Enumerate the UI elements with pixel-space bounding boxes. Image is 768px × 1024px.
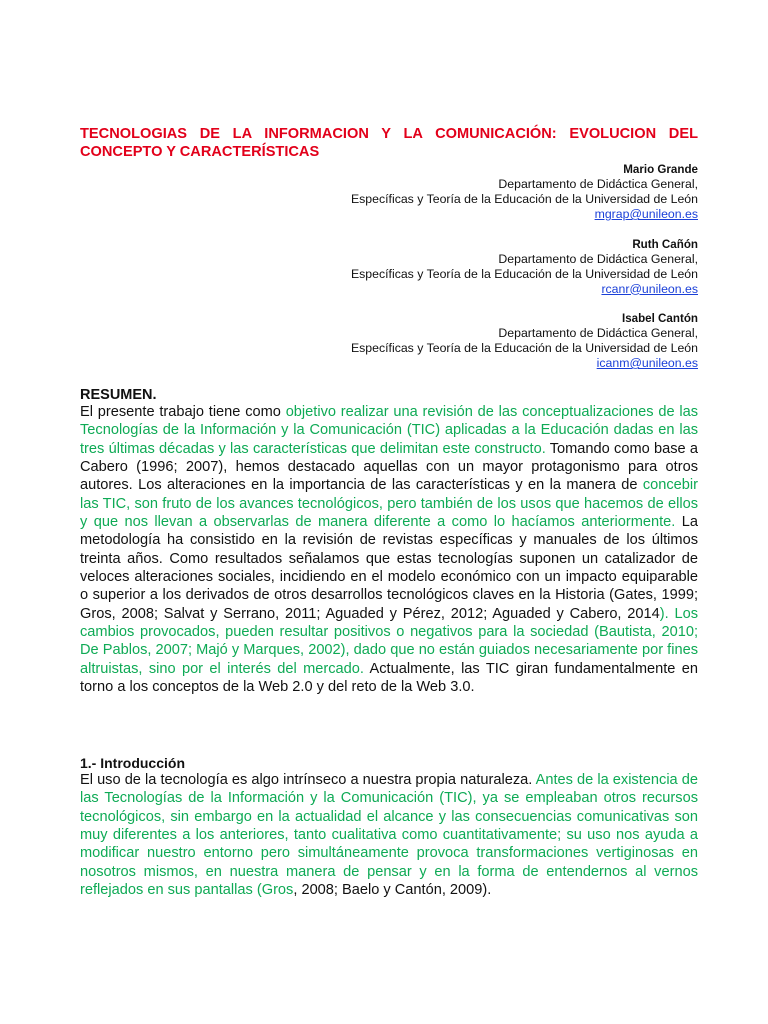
resumen-highlight: ). Los cambios provocados, pueden resultar positivos o negativos para la sociedad (Bautista, 2010; De Pablos, 2007; Majó y Marques, 2002), dado que no están guiados necesariamente por fines altruistas, sino por el interés del mercado. bbox=[80, 605, 699, 677]
author-email-link[interactable]: icanm@unileon.es bbox=[596, 356, 698, 370]
author-entry bbox=[351, 311, 698, 371]
intro-highlight: Antes de la existencia de las Tecnologías de la Información y la Comunicación (TIC), ya se empleaban otros recursos tecnológicos, sin embargo en la actualidad el alcance y las consecuencias comunicativas son muy diferentes a los anteriores, tanto cualitativa como cuantitativamente; su uso nos ayuda a modificar nuestro entorno pero simultáneamente provoca transformaciones vertiginosas en nosotros mismos, en nuestra manera de pensar y en la forma de entendernos al vernos reflejados en sus pantallas (Gros bbox=[80, 772, 698, 899]
author-email-link[interactable]: mgrap@unileon.es bbox=[594, 207, 698, 221]
resumen-text: El presente trabajo tiene como bbox=[80, 404, 286, 420]
author-name: Mario Grande bbox=[623, 163, 698, 176]
author-department: Específicas y Teoría de la Educación de la Universidad de León bbox=[350, 341, 698, 355]
author-name: Ruth Cañón bbox=[632, 237, 698, 251]
resumen-text: Tomando como base a Cabero (1996; 2007), hemos destacado aquellas con un mayor protagonismo para otros autores. Los alteraciones en la importancia de las características y en la manera de bbox=[80, 440, 698, 494]
author-department: Departamento de Didáctica General, bbox=[498, 251, 698, 266]
resumen-highlight: concebir las TIC, son fruto de los avances tecnológicos, pero también de los usos que hacemos de ellos y que nos llevan a observarlas de manera diferente a como lo hacíamos anteriormente. bbox=[80, 477, 698, 531]
intro-heading: 1.- Introducción bbox=[80, 755, 185, 771]
author-entry bbox=[351, 237, 698, 297]
author-department: Departamento de Didáctica General, bbox=[498, 326, 698, 340]
resumen-highlight: objetivo realizar una revisión de las conceptualizaciones de las Tecnologías de la Información y la Comunicación (TIC) aplicadas a la Educación dadas en las tres últimas décadas y las características que delimitan este constructo. bbox=[80, 404, 699, 457]
document-title: TECNOLOGIAS DE LA INFORMACION Y LA COMUNICACIÓN: EVOLUCION DEL CONCEPTO Y CARACTERÍSTICAS bbox=[80, 126, 698, 160]
resumen-text: La metodología ha consistido en la revisión de revistas específicas y manuales de los últimos treinta años. Como resultados señalamos que estas tecnologías suponen un catalizador de veloces alteraciones sociales, incidiendo en el modelo económico con un impacto equiparable o superior a los derivados de otros desarrollos tecnológicos claves en la Historia (Gates, 1999; Gros, 2008; Salvat y Serrano, 2011; Aguaded y Pérez, 2012; Aguaded y Cabero, 2014 bbox=[80, 514, 698, 622]
resumen-heading: RESUMEN. bbox=[80, 387, 157, 403]
author-name: Isabel Cantón bbox=[621, 312, 698, 325]
author-department: Específicas y Teoría de la Educación de la Universidad de León bbox=[350, 192, 698, 206]
intro-text: El uso de la tecnología es algo intrínseco a nuestra propia naturaleza. bbox=[80, 772, 536, 788]
author-entry bbox=[351, 162, 698, 222]
intro-paragraph bbox=[80, 771, 698, 899]
author-department: Específicas y Teoría de la Educación de la Universidad de León bbox=[350, 266, 698, 281]
author-block bbox=[351, 162, 698, 386]
resumen-text: Actualmente, las TIC giran fundamentalmente en torno a los conceptos de la Web 2.0 y del reto de la Web 3.0. bbox=[80, 660, 698, 696]
author-department: Departamento de Didáctica General, bbox=[498, 177, 698, 191]
author-email-link[interactable]: rcanr@unileon.es bbox=[601, 281, 698, 296]
resumen-paragraph bbox=[80, 403, 698, 697]
intro-text: , 2008; Baelo y Cantón, 2009). bbox=[293, 882, 492, 899]
